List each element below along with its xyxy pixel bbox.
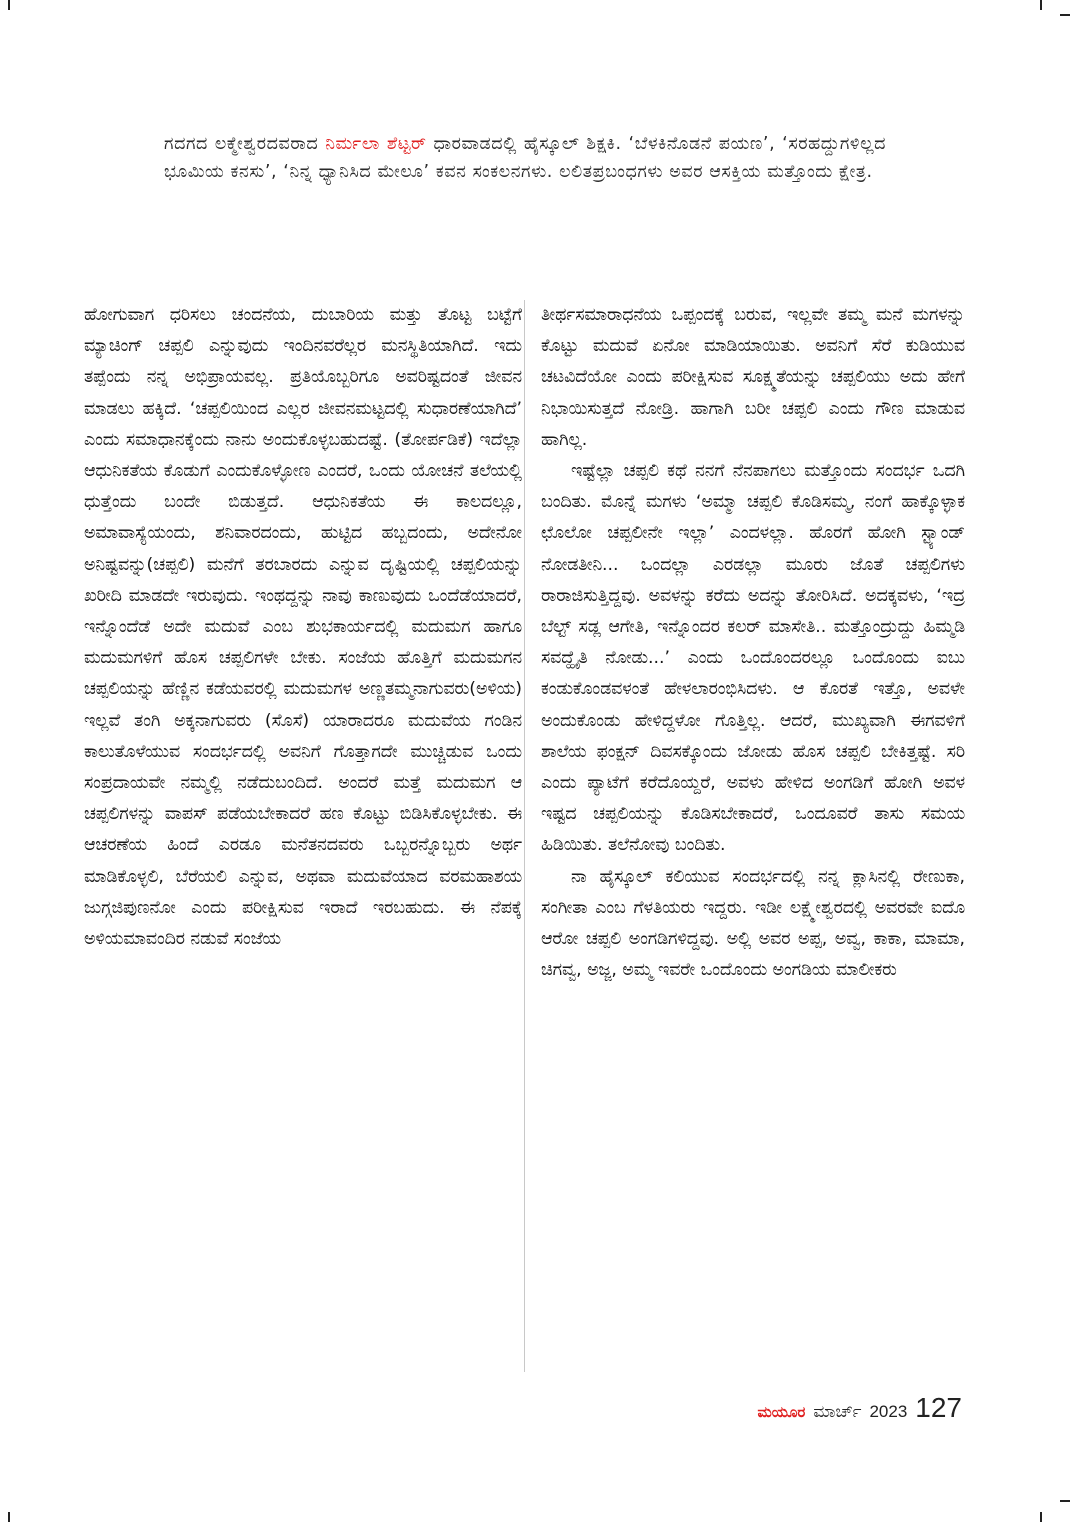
paragraph: ನಾ ಹೈಸ್ಕೂಲ್ ಕಲಿಯುವ ಸಂದರ್ಭದಲ್ಲಿ ನನ್ನ ಕ್ಲಾಸಿನಲ್ಲಿ ರೇಣುಕಾ, ಸಂಗೀತಾ ಎಂಬ ಗೆಳತಿಯರು ಇದ್ದರು. ಇಡೀ ಲಕ್ಷ್ಮೇಶ್ವರದಲ್ಲಿ ಅವರವೇ ಐದೊ ಆರೋ ಚಪ್ಪಲಿ ಅಂಗಡಿಗಳಿದ್ದವು. ಅಲ್ಲಿ ಅವರ ಅಪ್ಪ, ಅವ್ವ, ಕಾಕಾ, ಮಾಮಾ, ಚಿಗವ್ವ, ಅಜ್ಜ, ಅಮ್ಮ ಇವರೇ ಒಂದೊಂದು ಅಂಗಡಿಯ ಮಾಲೀಕರು [541,866,965,981]
author-bio [164,130,886,186]
paragraph: ಹೋಗುವಾಗ ಧರಿಸಲು ಚಂದನೆಯ, ದುಬಾರಿಯ ಮತ್ತು ತೊಟ್ಟ ಬಟ್ಟೆಗೆ ಮ್ಯಾಚಿಂಗ್ ಚಪ್ಪಲಿ ಎನ್ನುವುದು ಇಂದಿನವರೆಲ್ಲರ ಮನಸ್ಥಿತಿಯಾಗಿದೆ. ಇದು ತಪ್ಪೆಂದು ನನ್ನ ಅಭಿಪ್ರಾಯವಲ್ಲ. ಪ್ರತಿಯೊಬ್ಬರಿಗೂ ಅವರಿಷ್ಟದಂತೆ ಜೀವನ ಮಾಡಲು ಹಕ್ಕಿದೆ. ‘ಚಪ್ಪಲಿಯಿಂದ ಎಲ್ಲರ ಜೀವನಮಟ್ಟದಲ್ಲಿ ಸುಧಾರಣೆಯಾಗಿದೆ’ ಎಂದು ಸಮಾಧಾನಕ್ಕೆಂದು ನಾನು ಅಂದುಕೊಳ್ಳಬಹುದಷ್ಟೆ. (ತೋರ್ಪಡಿಕೆ) ಇದೆಲ್ಲಾ ಆಧುನಿಕತೆಯ ಕೊಡುಗೆ ಎಂದುಕೊಳ್ಳೋಣ ಎಂದರೆ, ಒಂದು ಯೋಚನೆ ತಲೆಯಲ್ಲಿ ಧುತ್ತೆಂದು ಬಂದೇ ಬಿಡುತ್ತದೆ. ಆಧುನಿಕತೆಯ ಈ ಕಾಲದಲ್ಲೂ, ಅಮಾವಾಸ್ಯೆಯಂದು, ಶನಿವಾರದಂದು, ಹುಟ್ಟಿದ ಹಬ್ಬದಂದು, ಅದೇನೋ ಅನಿಷ್ಟವನ್ನು(ಚಪ್ಪಲಿ) ಮನೆಗೆ ತರಬಾರದು ಎನ್ನುವ ದೃಷ್ಟಿಯಲ್ಲಿ ಚಪ್ಪಲಿಯನ್ನು ಖರೀದಿ ಮಾಡದೇ ಇರುವುದು. ಇಂಥದ್ದನ್ನು ನಾವು ಕಾಣುವುದು ಒಂದೆಡೆಯಾದರೆ, ಇನ್ನೊಂದೆಡೆ ಅದೇ ಮದುವೆ ಎಂಬ ಶುಭಕಾರ್ಯದಲ್ಲಿ ಮದುಮಗ ಹಾಗೂ ಮದುಮಗಳಿಗೆ ಹೊಸ ಚಪ್ಪಲಿಗಳೇ ಬೇಕು. ಸಂಜೆಯ ಹೊತ್ತಿಗೆ ಮದುಮಗನ ಚಪ್ಪಲಿಯನ್ನು ಹೆಣ್ಣಿನ ಕಡೆಯವರಲ್ಲಿ ಮದುಮಗಳ ಅಣ್ಣತಮ್ಮನಾಗುವರು(ಅಳಿಯ) ಇಲ್ಲವೆ ತಂಗಿ ಅಕ್ಕನಾಗುವರು (ಸೊಸೆ) ಯಾರಾದರೂ ಮದುವೆಯ ಗಂಡಿನ ಕಾಲುತೊಳೆಯುವ ಸಂದರ್ಭದಲ್ಲಿ ಅವನಿಗೆ ಗೊತ್ತಾಗದೇ ಮುಚ್ಚಿಡುವ ಒಂದು ಸಂಪ್ರದಾಯವೇ ನಮ್ಮಲ್ಲಿ ನಡೆದುಬಂದಿದೆ. ಅಂದರೆ ಮತ್ತೆ ಮದುಮಗ ಆ ಚಪ್ಪಲಿಗಳನ್ನು ವಾಪಸ್ ಪಡೆಯಬೇಕಾದರೆ ಹಣ ಕೊಟ್ಟು ಬಿಡಿಸಿಕೊಳ್ಳಬೇಕು. ಈ ಆಚರಣೆಯ ಹಿಂದೆ ಎರಡೂ ಮನೆತನದವರು ಒಬ್ಬರನ್ನೊಬ್ಬರು ಅರ್ಥ ಮಾಡಿಕೊಳ್ಳಲಿ, ಬೆರೆಯಲಿ ಎನ್ನುವ, ಅಥವಾ ಮದುವೆಯಾದ ವರಮಹಾಶಯ ಜುಗ್ಗಜಿಪುಣನೋ ಎಂದು ಪರೀಕ್ಷಿಸುವ ಇರಾದೆ ಇರಬಹುದು. ಈ ನೆಪಕ್ಕೆ ಅಳಿಯಮಾವಂದಿರ ನಡುವೆ ಸಂಜೆಯ [84,305,522,950]
crop-mark-bottom [1040,1512,1042,1522]
column-divider [524,300,525,1372]
article-column-right [541,300,965,986]
magazine-name: ಮಯೂರ [757,1403,806,1421]
paragraph: ತೀರ್ಥಸಮಾರಾಧನೆಯ ಒಪ್ಪಂದಕ್ಕೆ ಬರುವ, ಇಲ್ಲವೇ ತಮ್ಮ ಮನೆ ಮಗಳನ್ನು ಕೊಟ್ಟು ಮದುವೆ ಏನೋ ಮಾಡಿಯಾಯಿತು. ಅವನಿಗೆ ಸೆರೆ ಕುಡಿಯುವ ಚಟವಿದೆಯೋ ಎಂದು ಪರೀಕ್ಷಿಸುವ ಸೂಕ್ಷ್ಮತೆಯನ್ನು ಚಪ್ಪಲಿಯು ಅದು ಹೇಗೆ ನಿಭಾಯಿಸುತ್ತದೆ ನೋಡ್ರಿ. ಹಾಗಾಗಿ ಬರೀ ಚಪ್ಪಲಿ ಎಂದು ಗೌಣ ಮಾಡುವ ಹಾಗಿಲ್ಲ. [541,305,965,450]
page-number: 127 [915,1392,962,1423]
paragraph: ಇಷ್ಟೆಲ್ಲಾ ಚಪ್ಪಲಿ ಕಥೆ ನನಗೆ ನೆನಪಾಗಲು ಮತ್ತೊಂದು ಸಂದರ್ಭ ಒದಗಿ ಬಂದಿತು. ಮೊನ್ನೆ ಮಗಳು ‘ಅಮ್ಮಾ ಚಪ್ಪಲಿ ಕೊಡಿಸಮ್ಮ, ನಂಗೆ ಹಾಕ್ಕೊಳ್ಳಾಕ ಛೊಲೋ ಚಪ್ಪಲೀನೇ ಇಲ್ಲಾ’ ಎಂದಳಲ್ಲಾ. ಹೊರಗೆ ಹೋಗಿ ಸ್ಟ್ಯಾಂಡ್ ನೋಡತೀನಿ... ಒಂದಲ್ಲಾ ಎರಡಲ್ಲಾ ಮೂರು ಜೊತೆ ಚಪ್ಪಲಿಗಳು ರಾರಾಜಿಸುತ್ತಿದ್ದವು. ಅವಳನ್ನು ಕರೆದು ಅದನ್ನು ತೋರಿಸಿದೆ. ಅದಕ್ಕವಳು, ‘ಇದ್ರ ಬೆಲ್ಟ್ ಸಡ್ಲ ಆಗೇತಿ, ಇನ್ನೊಂದರ ಕಲರ್ ಮಾಸೇತಿ.. ಮತ್ತೊಂದ್ರುದ್ದು ಹಿಮ್ಮಡಿ ಸವದ್ಹೈತಿ ನೋಡು...’ ಎಂದು ಒಂದೊಂದರಲ್ಲೂ ಒಂದೊಂದು ಐಬು ಕಂಡುಕೊಂಡವಳಂತೆ ಹೇಳಲಾರಂಭಿಸಿದಳು. ಆ ಕೊರತೆ ಇತ್ತೊ, ಅವಳೇ ಅಂದುಕೊಂಡು ಹೇಳಿದ್ದಳೋ ಗೊತ್ತಿಲ್ಲ. ಆದರೆ, ಮುಖ್ಯವಾಗಿ ಈಗವಳಿಗೆ ಶಾಲೆಯ ಫಂಕ್ಷನ್ ದಿವಸಕ್ಕೊಂದು ಜೋಡು ಹೊಸ ಚಪ್ಪಲಿ ಬೇಕಿತ್ತಷ್ಟೆ. ಸರಿ ಎಂದು ಪ್ಯಾಟೆಗೆ ಕರೆದೊಯ್ದರೆ, ಅವಳು ಹೇಳಿದ ಅಂಗಡಿಗೆ ಹೋಗಿ ಅವಳ ಇಷ್ಟದ ಚಪ್ಪಲಿಯನ್ನು ಕೊಡಿಸಬೇಕಾದರೆ, ಒಂದೂವರೆ ತಾಸು ಸಮಯ ಹಿಡಿಯಿತು. ತಲೆನೋವು ಬಂದಿತು. [541,461,965,856]
bio-rest: ಧಾರವಾಡದಲ್ಲಿ ಹೈಸ್ಕೂಲ್ ಶಿಕ್ಷಕಿ. ‘ಬೆಳಕಿನೊಡನೆ ಪಯಣ’, ‘ಸರಹದ್ದುಗಳಿಲ್ಲದ ಭೂಮಿಯ ಕನಸು’, ‘ನಿನ್ನ ಧ್ಯಾನಿಸಿದ ಮೇಲೂ’ ಕವನ ಸಂಕಲನಗಳು. ಲಲಿತಪ್ರಬಂಧಗಳು ಅವರ ಆಸಕ್ತಿಯ ಮತ್ತೊಂದು ಕ್ಷೇತ್ರ. [164,134,887,182]
crop-mark-top-right [1060,14,1070,16]
page-footer [758,1392,962,1428]
bio-prefix: ಗದಗದ ಲಕ್ಮೇಶ್ವರದವರಾದ [164,134,326,154]
author-name: ನಿರ್ಮಲಾ ಶೆಟ್ಟರ್ [325,134,427,154]
crop-mark-bottom-left [8,1512,10,1522]
crop-mark-bottom-right [1060,1500,1070,1502]
crop-mark-top [1040,0,1042,10]
issue-month: ಮಾರ್ಚ್ [813,1402,862,1422]
crop-mark-top-left [8,0,10,10]
article-column-left [84,300,522,955]
issue-year: 2023 [869,1402,908,1421]
